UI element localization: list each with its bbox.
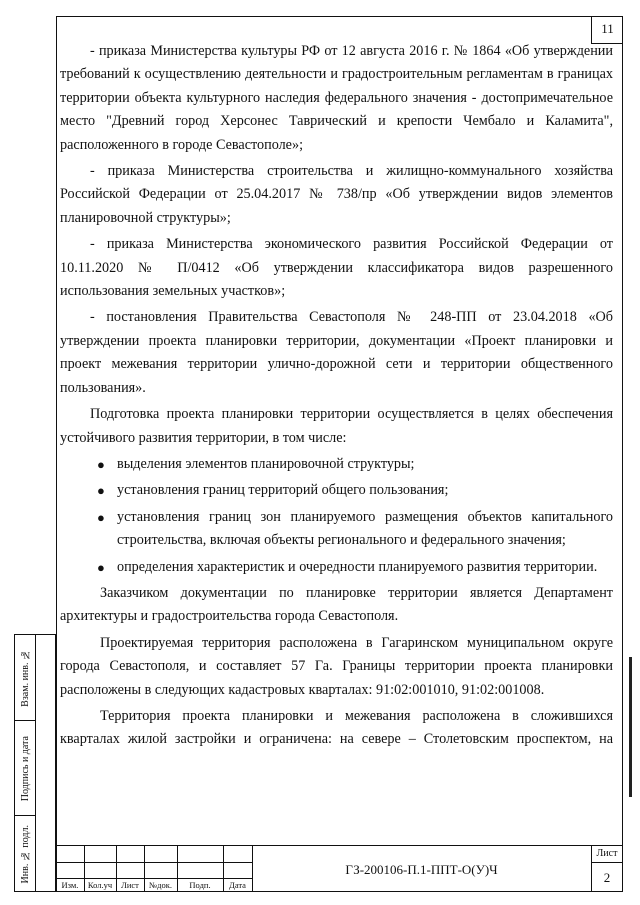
bullet-icon: ● (97, 559, 105, 575)
list-item (60, 479, 613, 502)
margin-scan-mark (629, 657, 632, 797)
paragraph: Заказчиком документации по планировке территории является Департамент архитектуры и градостроительства города Севастополя. (60, 584, 613, 625)
paragraph: Территория проекта планировки и межевания расположена в сложившихся кварталах жилой застройки и ограничена: на севере – Столетовским проспектом, на (60, 707, 613, 748)
stamp-header-podp: Подп. (189, 880, 211, 890)
page-number: 11 (591, 16, 623, 44)
stamp-header-data: Дата (229, 880, 246, 890)
list-item-text: определения характеристик и очередности планируемого развития территории. (117, 558, 598, 575)
sheet-label: Лист (591, 846, 623, 863)
stamp-header-kol: Кол.уч (87, 880, 113, 890)
side-label-inv: Инв. № подл. (19, 825, 31, 884)
sheet-number: 2 (603, 870, 611, 885)
paragraph: - постановления Правительства Севастополя № 248-ПП от 23.04.2018 «Об утверждении проекта планировки территории, документации «Проект планировки и проект межевания территории улично-дорожной сети и территории общественного пользования». (60, 309, 613, 396)
document-code: ГЗ-200106-П.1-ППТ-О(У)Ч (345, 861, 498, 877)
paragraph: - приказа Министерства строительства и жилищно-коммунального хозяйства Российской Федерации от 25.04.2017 № 738/пр «Об утверждении видов элементов планировочной структуры»; (60, 163, 613, 226)
stamp-header-ndok: №док. (149, 880, 172, 890)
bullet-icon: ● (97, 509, 105, 525)
side-stamp (14, 634, 56, 892)
paragraph: - приказа Министерства культуры РФ от 12 августа 2016 г. № 1864 «Об утверждении требований к осуществлению деятельности и градостроительным регламентам в границах территории объекта культурного наследия федерального значения - достопримечательное место "Древний город Херсонес Таврический и крепости Чембало и Каламита", расположенного в городе Севастополе»; (60, 43, 613, 153)
list-item (60, 506, 613, 553)
title-block (56, 845, 623, 892)
side-label-vzam: Взам. инв. № (19, 649, 31, 707)
paragraph: - приказа Министерства экономического развития Российской Федерации от 10.11.2020 № П/0412 «Об утверждении классификатора видов разрешенного использования земельных участков»; (60, 236, 613, 300)
paragraph: Проектируемая территория расположена в Гагаринском муниципальном округе города Севастополя, и составляет 57 Га. Границы территории проекта планировки расположены в следующих кадастровых кварталах: 91:02:001010, 91:02:001008. (60, 634, 613, 698)
bullet-list (60, 453, 613, 579)
paragraph: Подготовка проекта планировки территории осуществляется в целях обеспечения устойчивого развития территории, в том числе: (60, 406, 613, 446)
side-label-podpis: Подпись и дата (19, 735, 31, 802)
bullet-icon: ● (97, 483, 105, 499)
list-item-text: установления границ зон планируемого размещения объектов капитального строительства, включая объекты регионального и федерального значения; (117, 508, 613, 549)
bullet-icon: ● (97, 456, 105, 472)
list-item (60, 453, 613, 476)
list-item-text: выделения элементов планировочной структуры; (117, 455, 415, 472)
list-item-text: установления границ территорий общего пользования; (117, 482, 449, 499)
stamp-header-izm: Изм. (61, 880, 79, 890)
document-body (60, 40, 613, 755)
list-item (60, 556, 613, 579)
stamp-header-list: Лист (121, 880, 139, 890)
